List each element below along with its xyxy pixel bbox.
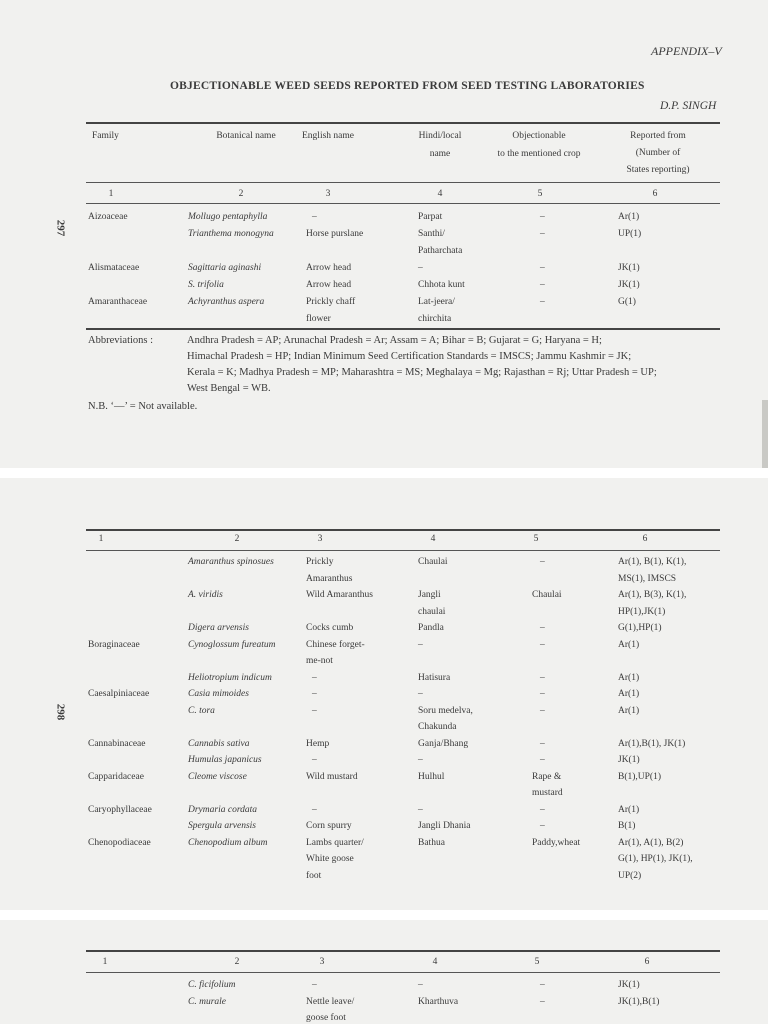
- header-hindi-local: Hindi/local: [418, 131, 462, 141]
- hindi-name-cell: Soru medelva,: [418, 705, 473, 716]
- reported-from-cell: Ar(1), A(1), B(2): [618, 837, 684, 848]
- abbreviations-line: Kerala = K; Madhya Pradesh = MP; Maharashtra = MS; Meghalaya = Mg; Rajasthan = Rj; Uttar Pradesh = UP;: [187, 367, 657, 378]
- header-rule: [86, 182, 720, 183]
- hindi-name-cell: Jangli Dhania: [418, 821, 471, 831]
- botanical-name-cell: Casia mimoides: [188, 689, 249, 699]
- hindi-name-cell: Lat-jeera/: [418, 297, 455, 307]
- header-states-reporting: States reporting): [626, 165, 690, 175]
- hindi-name-cell: –: [418, 755, 423, 765]
- family-cell: Chenopodiaceae: [88, 837, 151, 848]
- hindi-name-cell: chirchita: [418, 314, 452, 324]
- hindi-name-cell: –: [418, 639, 423, 650]
- hindi-name-cell: Ganja/Bhang: [418, 738, 469, 749]
- objectionable-crop-cell: Paddy,wheat: [532, 837, 581, 848]
- table-top-rule: [86, 529, 720, 531]
- hindi-name-cell: Hatisura: [418, 672, 451, 683]
- col-number: 2: [234, 534, 240, 544]
- english-name-cell: Corn spurry: [306, 821, 352, 831]
- objectionable-crop-cell: –: [540, 755, 545, 765]
- reported-from-cell: UP(2): [618, 870, 642, 881]
- objectionable-crop-cell: –: [540, 996, 545, 1007]
- reported-from-cell: JK(1): [618, 280, 640, 290]
- col-number: 5: [533, 534, 539, 544]
- english-name-cell: White goose: [306, 854, 354, 864]
- family-cell: Aizoaceae: [88, 212, 128, 222]
- objectionable-crop-cell: Rape &: [532, 771, 562, 782]
- reported-from-cell: JK(1),B(1): [618, 996, 660, 1007]
- col-number: 6: [642, 534, 648, 544]
- col-number: 2: [238, 189, 244, 199]
- column-number-rule: [86, 972, 720, 973]
- col-number: 1: [108, 189, 114, 199]
- family-cell: Amaranthaceae: [88, 297, 148, 307]
- botanical-name-cell: Sagittaria aginashi: [188, 263, 262, 273]
- page-title: OBJECTIONABLE WEED SEEDS REPORTED FROM SEED TESTING LABORATORIES: [170, 80, 645, 92]
- objectionable-crop-cell: –: [540, 672, 545, 683]
- english-name-cell: Prickly: [306, 557, 334, 567]
- objectionable-crop-cell: –: [540, 821, 545, 831]
- header-family: Family: [92, 131, 119, 141]
- hindi-name-cell: Parpat: [418, 212, 443, 222]
- botanical-name-cell: Cannabis sativa: [188, 738, 250, 749]
- objectionable-crop-cell: –: [540, 980, 545, 990]
- page-299: [0, 920, 768, 1024]
- objectionable-crop-cell: –: [540, 705, 545, 716]
- header-number-of: (Number of: [635, 148, 681, 158]
- botanical-name-cell: Cleome viscose: [188, 771, 247, 782]
- botanical-name-cell: Drymaria cordata: [188, 804, 258, 815]
- english-name-cell: Prickly chaff: [306, 297, 356, 307]
- reported-from-cell: Ar(1): [618, 639, 640, 650]
- table-top-rule: [86, 950, 720, 952]
- reported-from-cell: Ar(1): [618, 672, 640, 683]
- family-cell: Caryophyllaceae: [88, 804, 152, 815]
- objectionable-crop-cell: –: [540, 639, 545, 650]
- col-number: 2: [234, 957, 240, 967]
- objectionable-crop-cell: –: [540, 689, 545, 699]
- botanical-name-cell: C. tora: [188, 705, 215, 716]
- english-name-cell: Wild Amaranthus: [306, 590, 373, 600]
- botanical-name-cell: Heliotropium indicum: [188, 672, 272, 683]
- objectionable-crop-cell: –: [540, 297, 545, 307]
- reported-from-cell: JK(1): [618, 263, 640, 273]
- english-name-cell: Chinese forget-: [306, 639, 365, 650]
- objectionable-crop-cell: mustard: [532, 788, 563, 798]
- english-name-cell: –: [312, 804, 317, 815]
- hindi-name-cell: –: [418, 689, 423, 699]
- objectionable-crop-cell: –: [540, 557, 545, 567]
- english-name-cell: Wild mustard: [306, 771, 358, 782]
- objectionable-crop-cell: –: [540, 280, 545, 290]
- abbreviations-line: West Bengal = WB.: [187, 383, 271, 394]
- col-number: 6: [652, 189, 658, 199]
- page-number: 297: [54, 219, 67, 237]
- header-objectionable-crop: to the mentioned crop: [497, 149, 581, 159]
- reported-from-cell: Ar(1),B(1), JK(1): [618, 738, 686, 749]
- reported-from-cell: MS(1), IMSCS: [618, 573, 677, 584]
- col-number: 4: [437, 189, 443, 199]
- botanical-name-cell: C. ficifolium: [188, 980, 236, 990]
- page-298: [0, 478, 768, 910]
- english-name-cell: –: [312, 705, 317, 716]
- english-name-cell: –: [312, 689, 317, 699]
- hindi-name-cell: Pandla: [418, 623, 444, 633]
- reported-from-cell: Ar(1): [618, 804, 640, 815]
- reported-from-cell: JK(1): [618, 755, 640, 765]
- family-cell: Capparidaceae: [88, 771, 144, 782]
- hindi-name-cell: Chaulai: [418, 557, 448, 567]
- botanical-name-cell: A. viridis: [188, 590, 223, 600]
- hindi-name-cell: Hulhul: [418, 771, 445, 782]
- hindi-name-cell: –: [418, 804, 423, 815]
- hindi-name-cell: –: [418, 263, 423, 273]
- objectionable-crop-cell: –: [540, 804, 545, 815]
- reported-from-cell: HP(1),JK(1): [618, 606, 666, 617]
- hindi-name-cell: Chhota kunt: [418, 280, 465, 290]
- column-number-rule: [86, 550, 720, 551]
- hindi-name-cell: Chakunda: [418, 722, 457, 732]
- page-number: 298: [54, 703, 67, 721]
- objectionable-crop-cell: –: [540, 212, 545, 222]
- family-cell: Cannabinaceae: [88, 738, 146, 749]
- abbreviations-label: Abbreviations :: [88, 335, 154, 346]
- abbreviations-line: Himachal Pradesh = HP; Indian Minimum Seed Certification Standards = IMSCS; Jammu Kashmir = JK;: [187, 351, 632, 362]
- hindi-name-cell: chaulai: [418, 606, 446, 617]
- family-cell: Caesalpiniaceae: [88, 689, 150, 699]
- hindi-name-cell: Patharchata: [418, 246, 463, 256]
- table-top-rule: [86, 122, 720, 124]
- objectionable-crop-cell: –: [540, 229, 545, 239]
- family-cell: Alismataceae: [88, 263, 140, 273]
- page-297: [0, 0, 768, 468]
- col-number: 5: [537, 189, 543, 199]
- col-number: 3: [319, 957, 325, 967]
- reported-from-cell: G(1): [618, 297, 636, 307]
- botanical-name-cell: Chenopodium album: [188, 837, 268, 848]
- botanical-name-cell: Digera arvensis: [188, 623, 249, 633]
- col-number: 3: [325, 189, 331, 199]
- english-name-cell: –: [312, 212, 317, 222]
- nb-note: N.B. ‘—’ = Not available.: [88, 401, 198, 412]
- english-name-cell: Arrow head: [306, 280, 352, 290]
- english-name-cell: –: [312, 755, 317, 765]
- objectionable-crop-cell: –: [540, 623, 545, 633]
- botanical-name-cell: Amaranthus spinosues: [188, 557, 274, 567]
- english-name-cell: foot: [306, 870, 322, 881]
- reported-from-cell: UP(1): [618, 229, 642, 239]
- hindi-name-cell: –: [418, 980, 423, 990]
- english-name-cell: me-not: [306, 656, 333, 666]
- reported-from-cell: JK(1): [618, 980, 640, 990]
- page-edge-shadow: [762, 400, 768, 468]
- botanical-name-cell: Humulas japanicus: [188, 755, 262, 765]
- hindi-name-cell: Jangli: [418, 590, 441, 600]
- col-number: 5: [534, 957, 540, 967]
- english-name-cell: Nettle leave/: [306, 996, 355, 1007]
- col-number: 4: [432, 957, 438, 967]
- reported-from-cell: Ar(1), B(3), K(1),: [618, 590, 687, 600]
- header-botanical-name: Botanical name: [216, 131, 276, 141]
- objectionable-crop-cell: Chaulai: [532, 590, 562, 600]
- hindi-name-cell: Kharthuva: [418, 996, 459, 1007]
- english-name-cell: –: [312, 980, 317, 990]
- column-number-rule: [86, 203, 720, 204]
- family-cell: Boraginaceae: [88, 639, 140, 650]
- botanical-name-cell: Spergula arvensis: [188, 821, 256, 831]
- header-hindi-name: name: [429, 149, 451, 159]
- reported-from-cell: B(1): [618, 821, 636, 831]
- botanical-name-cell: Trianthema monogyna: [188, 229, 274, 239]
- col-number: 3: [317, 534, 323, 544]
- botanical-name-cell: Achyranthus aspera: [188, 297, 265, 307]
- english-name-cell: Hemp: [306, 738, 330, 749]
- reported-from-cell: Ar(1): [618, 212, 640, 222]
- table-bottom-rule: [86, 328, 720, 330]
- hindi-name-cell: Bathua: [418, 837, 445, 848]
- english-name-cell: Arrow head: [306, 263, 352, 273]
- reported-from-cell: G(1), HP(1), JK(1),: [618, 854, 693, 864]
- english-name-cell: goose foot: [306, 1013, 346, 1023]
- abbreviations-line: Andhra Pradesh = AP; Arunachal Pradesh = Ar; Assam = A; Bihar = B; Gujarat = G; Haryana = H;: [187, 335, 602, 346]
- objectionable-crop-cell: –: [540, 263, 545, 273]
- appendix-label: APPENDIX–V: [651, 44, 722, 58]
- english-name-cell: –: [312, 672, 317, 683]
- reported-from-cell: Ar(1): [618, 689, 640, 699]
- reported-from-cell: B(1),UP(1): [618, 771, 662, 782]
- botanical-name-cell: Mollugo pentaphylla: [188, 212, 268, 222]
- header-objectionable: Objectionable: [512, 131, 566, 141]
- english-name-cell: Cocks cumb: [306, 623, 354, 633]
- reported-from-cell: Ar(1), B(1), K(1),: [618, 557, 687, 567]
- col-number: 6: [644, 957, 650, 967]
- reported-from-cell: G(1),HP(1): [618, 623, 662, 633]
- col-number: 1: [98, 534, 104, 544]
- botanical-name-cell: S. trifolia: [188, 280, 224, 290]
- reported-from-cell: Ar(1): [618, 705, 640, 716]
- author-name: D.P. SINGH: [660, 100, 717, 112]
- col-number: 4: [430, 534, 436, 544]
- objectionable-crop-cell: –: [540, 738, 545, 749]
- col-number: 1: [102, 957, 108, 967]
- botanical-name-cell: C. murale: [188, 996, 226, 1007]
- header-reported-from: Reported from: [630, 131, 686, 141]
- botanical-name-cell: Cynoglossum fureatum: [188, 639, 276, 650]
- english-name-cell: Lambs quarter/: [306, 837, 364, 848]
- english-name-cell: Horse purslane: [306, 229, 364, 239]
- english-name-cell: Amaranthus: [306, 573, 353, 584]
- hindi-name-cell: Santhi/: [418, 229, 445, 239]
- english-name-cell: flower: [306, 314, 331, 324]
- header-english-name: English name: [302, 131, 354, 141]
